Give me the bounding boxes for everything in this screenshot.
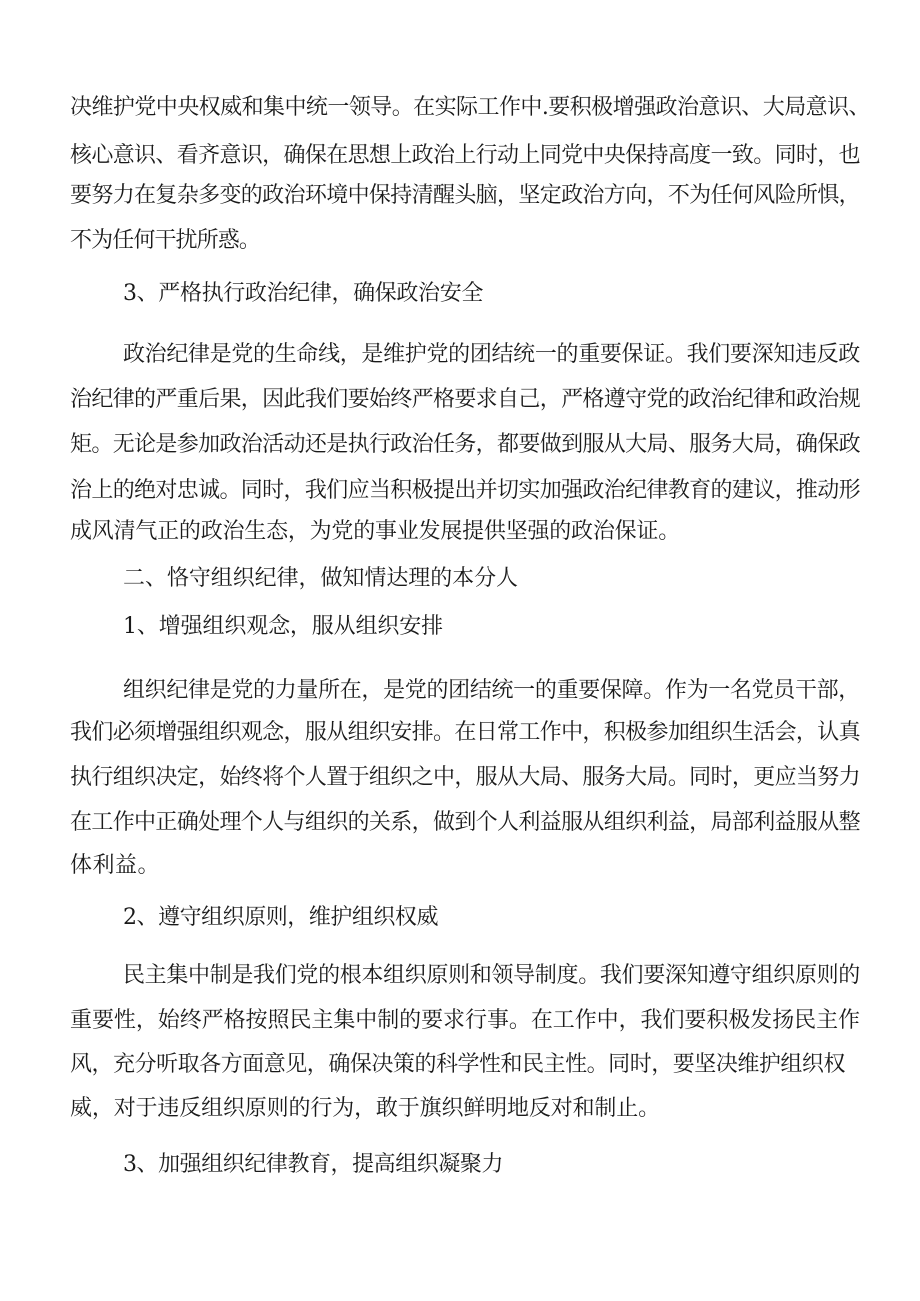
body-text-line: 矩。无论是参加政治活动还是执行政治任务，都要做到服从大局、服务大局，确保政 <box>70 432 860 457</box>
body-text-line: 体利益。 <box>70 853 160 878</box>
section-heading: 二、恪守组织纪律，做知情达理的本分人 <box>123 566 518 591</box>
body-text-line: 威，对于违反组织原则的行为，敢于旗织鲜明地反对和制止。 <box>70 1096 660 1121</box>
body-text-line: 核心意识、看齐意识，确保在思想上政治上行动上同党中央保持高度一致。同时，也 <box>70 143 860 168</box>
body-text-line: 重要性，始终严格按照民主集中制的要求行事。在工作中，我们要积极发扬民主作 <box>70 1008 860 1033</box>
body-text-line: 政治纪律是党的生命线，是维护党的团结统一的重要保证。我们要深知违反政 <box>123 342 860 367</box>
body-text-line: 治上的绝对忠诚。同时，我们应当积极提出并切实加强政治纪律教育的建议，推动形 <box>70 478 860 503</box>
body-text-line: 执行组织决定，始终将个人置于组织之中，服从大局、服务大局。同时，更应当努力 <box>70 765 860 790</box>
subsection-heading: 3、严格执行政治纪律，确保政治安全 <box>123 281 483 306</box>
body-text-line: 治纪律的严重后果，因此我们要始终严格要求自己，严格遵守党的政治纪律和政治规 <box>70 387 860 412</box>
body-text-line: 成风清气正的政治生态，为党的事业发展提供坚强的政治保证。 <box>70 519 680 544</box>
body-text-line: 不为任何干扰所惑。 <box>70 228 260 253</box>
body-text-line: 我们必须增强组织观念，服从组织安排。在日常工作中，积极参加组织生活会，认真 <box>70 720 860 745</box>
subsection-heading: 3、加强组织纪律教育，提高组织凝聚力 <box>123 1152 503 1177</box>
body-text-line: 决维护党中央权威和集中统一领导。在实际工作中.要积极增强政治意识、大局意识、 <box>70 95 870 120</box>
body-text-line: 风，充分听取各方面意见，确保决策的科学性和民主性。同时，要坚决维护组织权 <box>70 1052 845 1077</box>
subsection-heading: 1、增强组织观念，服从组织安排 <box>123 614 443 639</box>
subsection-heading: 2、遵守组织原则，维护组织权威 <box>123 905 438 930</box>
body-text-line: 要努力在复杂多变的政治环境中保持清醒头脑，坚定政治方向，不为任何风险所惧， <box>70 183 860 208</box>
body-text-line: 组织纪律是党的力量所在，是党的团结统一的重要保障。作为一名党员干部， <box>123 678 860 703</box>
body-text-line: 在工作中正确处理个人与组织的关系，做到个人利益服从组织利益，局部利益服从整 <box>70 810 860 835</box>
body-text-line: 民主集中制是我们党的根本组织原则和领导制度。我们要深知遵守组织原则的 <box>123 963 860 988</box>
